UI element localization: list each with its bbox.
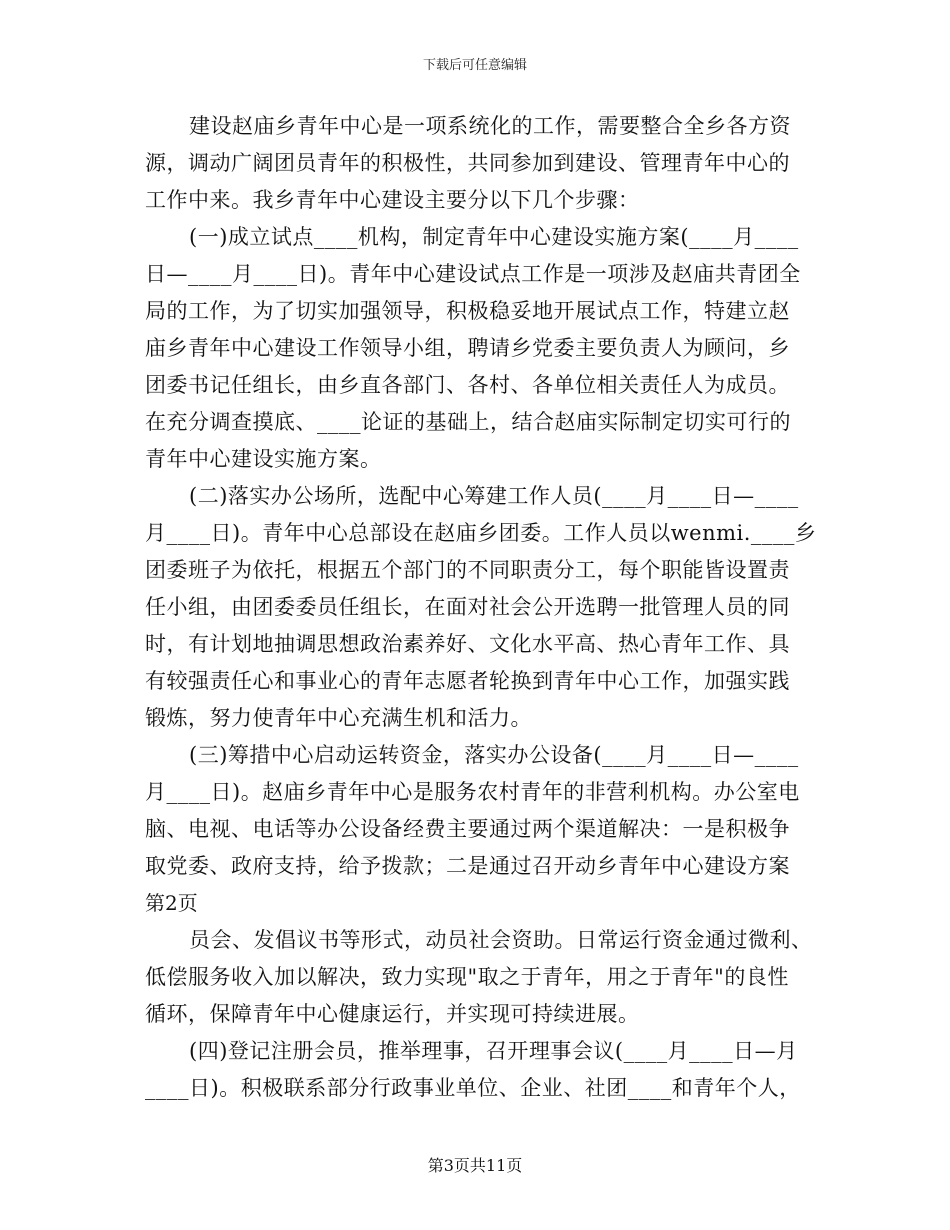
text-line: (二)落实办公场所，选配中心筹建工作人员(____月____日—____ [189,484,799,508]
text-line: 任小组，由团委委员任组长，在面对社会公开选聘一批管理人员的同 [145,595,790,619]
text-line: (一)成立试点____机构，制定青年中心建设实施方案(____月____ [189,225,799,249]
text-line: 建设赵庙乡青年中心是一项系统化的工作，需要整合全乡各方资 [189,114,791,138]
text-line: 在充分调查摸底、____论证的基础上，结合赵庙实际制定切实可行的 [145,410,791,434]
text-line: 团委书记任组长，由乡直各部门、各村、各单位相关责任人为成员。 [145,373,790,397]
text-line: 时，有计划地抽调思想政治素养好、文化水平高、热心青年工作、具 [145,632,790,656]
text-line: 庙乡青年中心建设工作领导小组，聘请乡党委主要负责人为顾问，乡 [145,336,790,360]
text-line: 取党委、政府支持，给予拨款；二是通过召开动乡青年中心建设方案 [145,854,790,878]
text-line: ____日)。积极联系部分行政事业单位、企业、社团____和青年个人， [145,1076,801,1100]
text-line: 团委班子为依托，根据五个部门的不同职责分工，每个职能皆设置责 [145,558,790,582]
text-line: 员会、发倡议书等形式，动员社会资助。日常运行资金通过微利、 [189,928,813,952]
text-line: 源，调动广阔团员青年的积极性，共同参加到建设、管理青年中心的 [145,151,790,175]
text-line: 工作中来。我乡青年中心建设主要分以下几个步骤： [145,188,640,212]
text-line: 锻炼，努力使青年中心充满生机和活力。 [145,706,532,730]
text-line: 低偿服务收入加以解决，致力实现"取之于青年，用之于青年"的良性 [145,965,789,989]
inline-page-marker: 第2页 [145,891,198,915]
text-line: 月____日)。赵庙乡青年中心是服务农村青年的非营利机构。办公室电 [145,780,800,804]
text-line: 脑、电视、电话等办公设备经费主要通过两个渠道解决：一是积极争 [145,817,790,841]
text-line: 日—____月____日)。青年中心建设试点工作是一项涉及赵庙共青团全 [145,262,801,286]
text-line: 月____日)。青年中心总部设在赵庙乡团委。工作人员以wenmi.____乡 [145,521,817,545]
text-line: 有较强责任心和事业心的青年志愿者轮换到青年中心工作，加强实践 [145,669,790,693]
text-line: 青年中心建设实施方案。 [145,447,382,471]
header-note: 下载后可任意编辑 [422,58,527,73]
document-body [145,108,817,1107]
text-line: 循环，保障青年中心健康运行，并实现可持续进展。 [145,1002,640,1026]
text-line: (四)登记注册会员，推举理事，召开理事会议(____月____日—月 [189,1039,798,1063]
text-line: (三)筹措中心启动运转资金，落实办公设备(____月____日—____ [189,743,799,767]
page-footer: 第3页共11页 [427,1156,523,1175]
text-line: 局的工作，为了切实加强领导，积极稳妥地开展试点工作，特建立赵 [145,299,790,323]
